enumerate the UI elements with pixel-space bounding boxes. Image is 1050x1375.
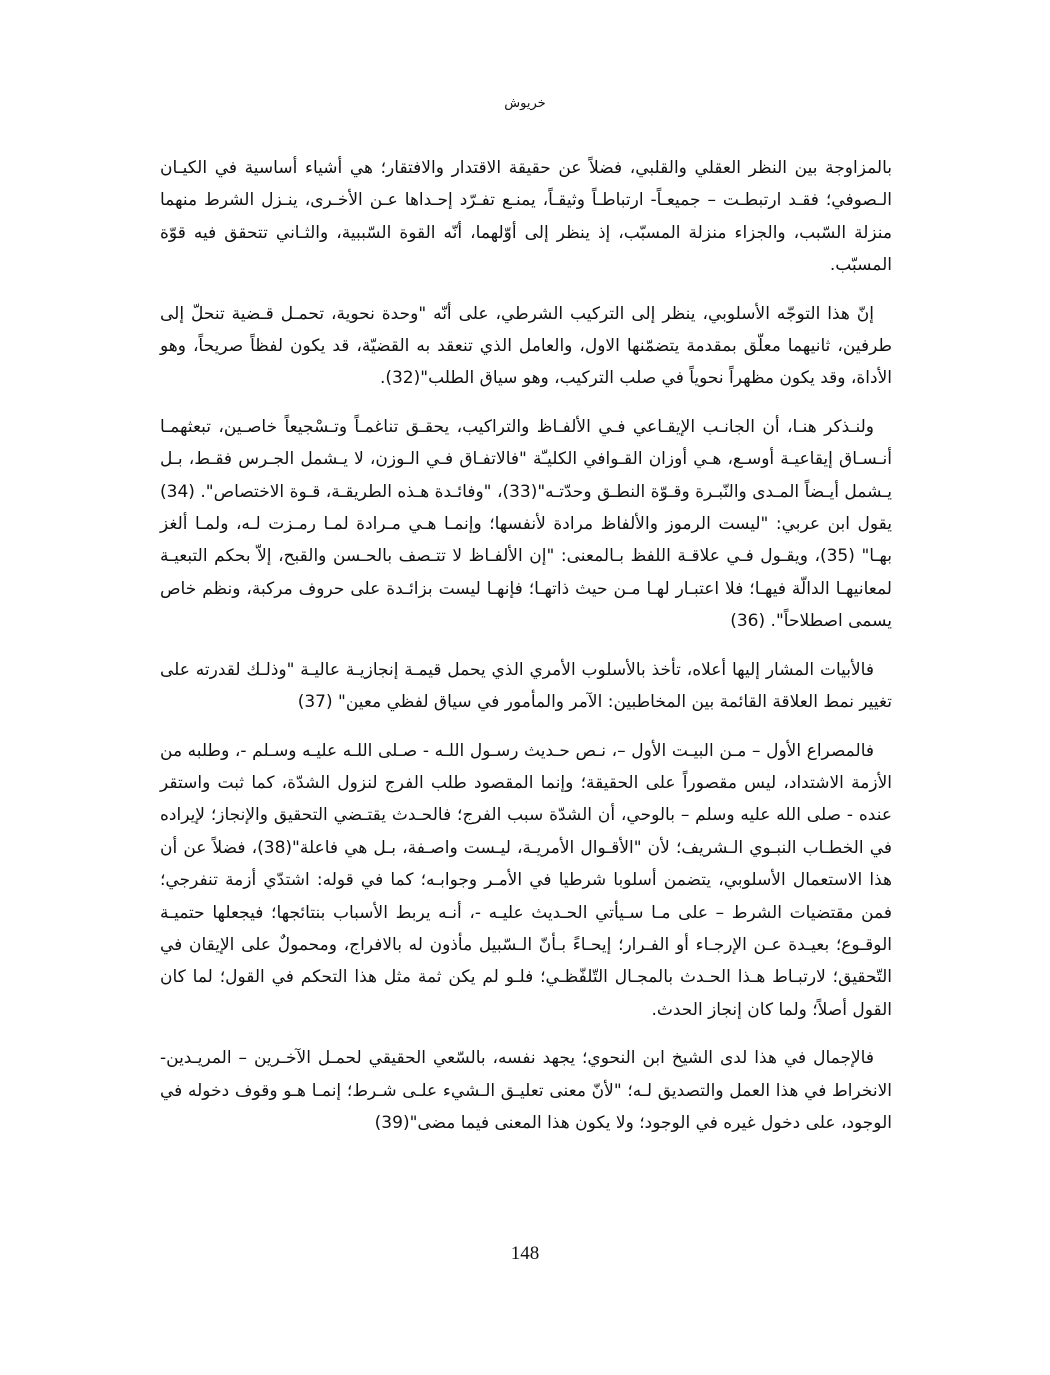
page-number: 148 [510, 1243, 540, 1264]
running-head: خريوش [504, 96, 546, 111]
paragraph-3: ولنـذكر هنـا، أن الجانـب الإيقـاعي فـي الألفـاظ والتراكيب، يحقـق تناغمـاً وتـسْجيعاً خاصـين، تبعثهمـا أنـسـاق إيقاعيـة أوسـع، هـي أوزان القـوافي الكليـّة "فالاتفـاق فـي الـوزن، لا يـشمل الجـرس فقـط، بـل يـشمل أيـضاً المـدى والنّبـرة وقـوّة النطـق وحدّتـه"(33)، "وفائـدة هـذه الطريقـة، قـوة الاختصاص". (34) يقول ابن عربي: "ليست الرموز والألفاظ مرادة لأنفسها؛ وإنمـا هـي مـرادة لمـا رمـزت لـه، ولمـا ألغز بهـا" (35)، ويقـول فـي علاقـة اللفظ بـالمعنى: "إن الألفـاظ لا تتـصف بالحـسن والقبح، إلاّ بحكم التبعيـة لمعانيهـا الدالّة فيهـا؛ فلا اعتبـار لهـا مـن حيث ذاتهـا؛ فإنهـا ليست بزائـدة على حروف مركبة، ونظم خاص يسمى اصطلاحاً". (36) [160, 416, 892, 632]
paragraph-2: إنّ هذا التوجّه الأسلوبي، ينظر إلى التركيب الشرطي، على أنّه "وحدة نحوية، تحمـل قـضية تنحلّ إلى طرفين، ثانيهما معلّق بمقدمة يتضمّنها الاول، والعامل الذي تنعقد به القضيّة، قد يكون لفظاً صريحاً، وهو الأداة، وقد يكون مظهراً نحوياً في صلب التركيب، وهو سياق الطلب"(32). [160, 303, 892, 389]
paragraph-5: فالمصراع الأول – مـن البيـت الأول –، نـص حـديث رسـول اللـه - صـلى اللـه عليـه وسـلم -، وطلبه من الأزمة الاشتداد، ليس مقصوراً على الحقيقة؛ وإنما المقصود طلب الفرج لنزول الشدّة، كما ثبت واستقر عنده - صلى الله عليه وسلم – بالوحي، أن الشدّة سبب الفرج؛ فالحـدث يقتـضي التحقيق والإنجاز؛ لإيراده في الخطـاب النبـوي الـشريف؛ لأن "الأقـوال الأمريـة، ليـست واصـفة، بـل هي فاعلة"(38)، فضلاً عن أن هذا الاستعمال الأسلوبي، يتضمن أسلوبا شرطيا في الأمـر وجوابـه؛ كما في قوله: اشتدّي أزمة تنفرجي؛ فمن مقتضيات الشرط – على مـا سـيأتي الحـديث عليـه -، أنـه يربط الأسباب بنتائجها؛ فيجعلها حتميـة الوقـوع؛ بعيـدة عـن الإرجـاء أو الفـرار؛ إيحـاءً بـأنّ الـسّبيل مأذون له بالافراج، ومحمولٌ على الإيقان في التّحقيق؛ لارتبـاط هـذا الحـدث بالمجـال التّلفّظـي؛ فلـو لم يكن ثمة مثل هذا التحكم في القول؛ لما كان القول أصلاً؛ ولما كان إنجاز الحدث. [160, 740, 892, 1020]
paragraph-1: بالمزاوجة بين النظر العقلي والقلبي، فضلاً عن حقيقة الاقتدار والافتقار؛ هي أشياء أساسية في الكيـان الـصوفي؛ فقـد ارتبطـت – جميعـاً- ارتباطـاً وثيقـاً، يمنـع تفـرّد إحـداها عـن الأخـرى، ينـزل الشرط منهما منزلة السّبب، والجزاء منزلة المسبّب، إذ ينظر إلى أوّلهما، أنّه القوة السّببية، والثـاني تتحقق فيه قوّة المسبّب. [160, 158, 892, 276]
paragraph-6: فالإجمال في هذا لدى الشيخ ابن النحوي؛ يجهد نفسه، بالسّعي الحقيقي لحمـل الآخـرين – المريـدين- الانخراط في هذا العمل والتصديق لـه؛ "لأنّ معنى تعليـق الـشيء علـى شـرط؛ إنمـا هـو وقوف دخوله في الوجود، على دخول غيره في الوجود؛ ولا يكون هذا المعنى فيما مضى"(39) [160, 1048, 892, 1133]
body-text [160, 152, 892, 1155]
paragraph-4: فالأبيات المشار إليها أعلاه، تأخذ بالأسلوب الأمري الذي يحمل قيمـة إنجازيـة عاليـة "وذلـك لقدرته على تغيير نمط العلاقة القائمة بين المخاطبين: الآمر والمأمور في سياق لفظي معين" (37) [160, 659, 892, 713]
